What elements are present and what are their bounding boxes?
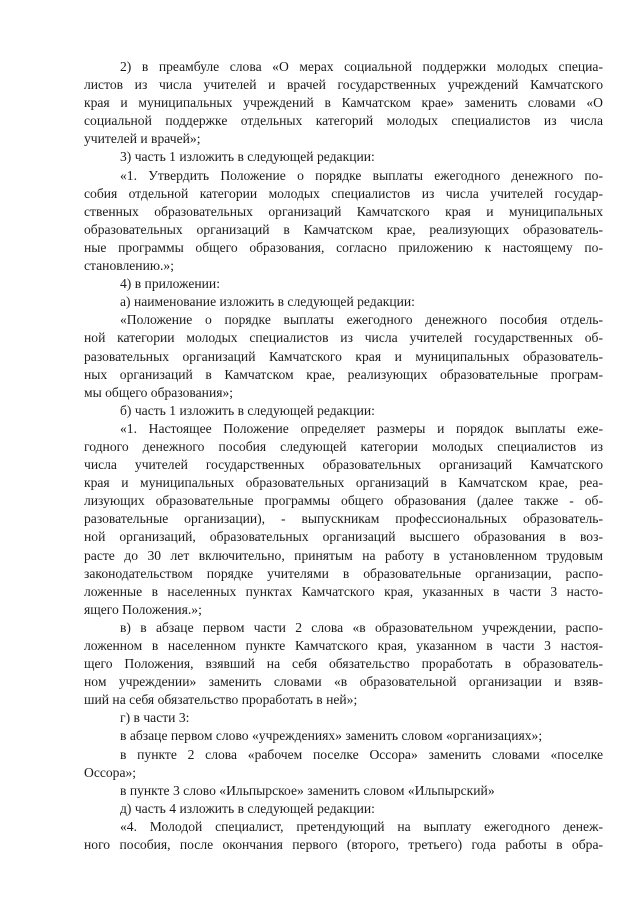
paragraph-line: расте до 30 лет включительно, принятым на работу в установленном трудовым: [84, 547, 603, 563]
paragraph-line: ном учреждении» заменить словами «в образовательной организации и взяв-: [84, 674, 603, 690]
paragraph-line: учителей и врачей»;: [84, 131, 201, 147]
paragraph-line: становлению.»;: [84, 258, 174, 274]
paragraph-line: листов из числа учителей и врачей государственных учреждений Камчатского: [84, 77, 603, 93]
paragraph-line: щего Положения, взявший на себя обязательство проработать в образователь-: [84, 656, 603, 672]
paragraph-line: края и муниципальных учреждений в Камчатском крае» заменить словами «О: [84, 95, 603, 111]
paragraph-line: ший на себя обязательство проработать в ней»;: [84, 692, 358, 708]
paragraph-line: а) наименование изложить в следующей редакции:: [120, 294, 415, 310]
paragraph-line: ложенные в населенных пунктах Камчатского края, указанных в части 3 насто-: [84, 583, 603, 599]
paragraph-line: разовательные организации), - выпускникам профессиональных образователь-: [84, 511, 603, 527]
paragraph-line: ные программы общего образования, согласно приложению к настоящему по-: [84, 239, 603, 255]
paragraph-line: в пункте 2 слова «рабочем поселке Оссора» заменить словами «поселке: [120, 746, 603, 762]
paragraph-line: «4. Молодой специалист, претендующий на выплату ежегодного денеж-: [120, 818, 603, 834]
paragraph-line: 2) в преамбуле слова «О мерах социальной поддержки молодых специа-: [120, 59, 603, 74]
paragraph-line: ной категории молодых специалистов из числа учителей государственных об-: [84, 330, 603, 346]
paragraph-line: годного денежного пособия следующей категории молодых специалистов из: [84, 438, 603, 454]
paragraph-line: в) в абзаце первом части 2 слова «в образовательном учреждении, распо-: [120, 619, 603, 635]
paragraph-line: числа учителей государственных образовательных организаций Камчатского: [84, 457, 603, 473]
paragraph-line: ящего Положения.»;: [84, 601, 202, 617]
paragraph-line: ных организаций в Камчатском крае, реализующих образовательные програм-: [84, 366, 603, 382]
paragraph-line: собия отдельной категории молодых специалистов из числа учителей государ-: [84, 185, 603, 201]
paragraph-line: б) часть 1 изложить в следующей редакции:: [120, 402, 375, 418]
paragraph-line: «1. Утвердить Положение о порядке выплаты ежегодного денежного по-: [120, 167, 603, 183]
paragraph-line: «1. Настоящее Положение определяет размеры и порядок выплаты еже-: [120, 420, 603, 436]
paragraph-line: д) часть 4 изложить в следующей редакции:: [120, 800, 375, 816]
paragraph-line: ного пособия, после окончания первого (второго, третьего) года работы в обра-: [84, 837, 603, 853]
paragraph-line: 4) в приложении:: [120, 276, 220, 292]
paragraph-line: г) в части 3:: [120, 710, 190, 726]
paragraph-line: законодательством порядке учителями в образовательные организации, распо-: [84, 565, 603, 581]
paragraph-line: ложенном в населенном пункте Камчатского края, указанном в части 3 настоя-: [84, 638, 603, 653]
paragraph-line: мы общего образования»;: [84, 384, 234, 400]
document-body: [84, 58, 603, 854]
paragraph-line: «Положение о порядке выплаты ежегодного денежного пособия отдель-: [120, 312, 603, 328]
paragraph-line: в пункте 3 слово «Ильпырское» заменить словом «Ильпырский»: [120, 782, 495, 798]
paragraph-line: социальной поддержке отдельных категорий молодых специалистов из числа: [84, 113, 603, 129]
paragraph-line: ной организаций, образовательных организаций высшего образования в воз-: [84, 529, 603, 545]
paragraph-line: образовательных организаций в Камчатском крае, реализующих образователь-: [84, 221, 603, 237]
paragraph-line: в абзаце первом слово «учреждениях» заменить словом «организациях»;: [120, 728, 543, 744]
paragraph-line: Оссора»;: [84, 764, 137, 780]
paragraph-line: ственных образовательных организаций Камчатского края и муниципальных: [84, 203, 603, 219]
paragraph-line: края и муниципальных образовательных организаций в Камчатском крае, реа-: [84, 475, 603, 491]
paragraph-line: разовательных организаций Камчатского края и муниципальных образователь-: [84, 348, 603, 364]
paragraph-line: 3) часть 1 изложить в следующей редакции:: [120, 149, 375, 165]
paragraph-line: лизующих образовательные программы общего образования (далее также - об-: [84, 493, 603, 509]
